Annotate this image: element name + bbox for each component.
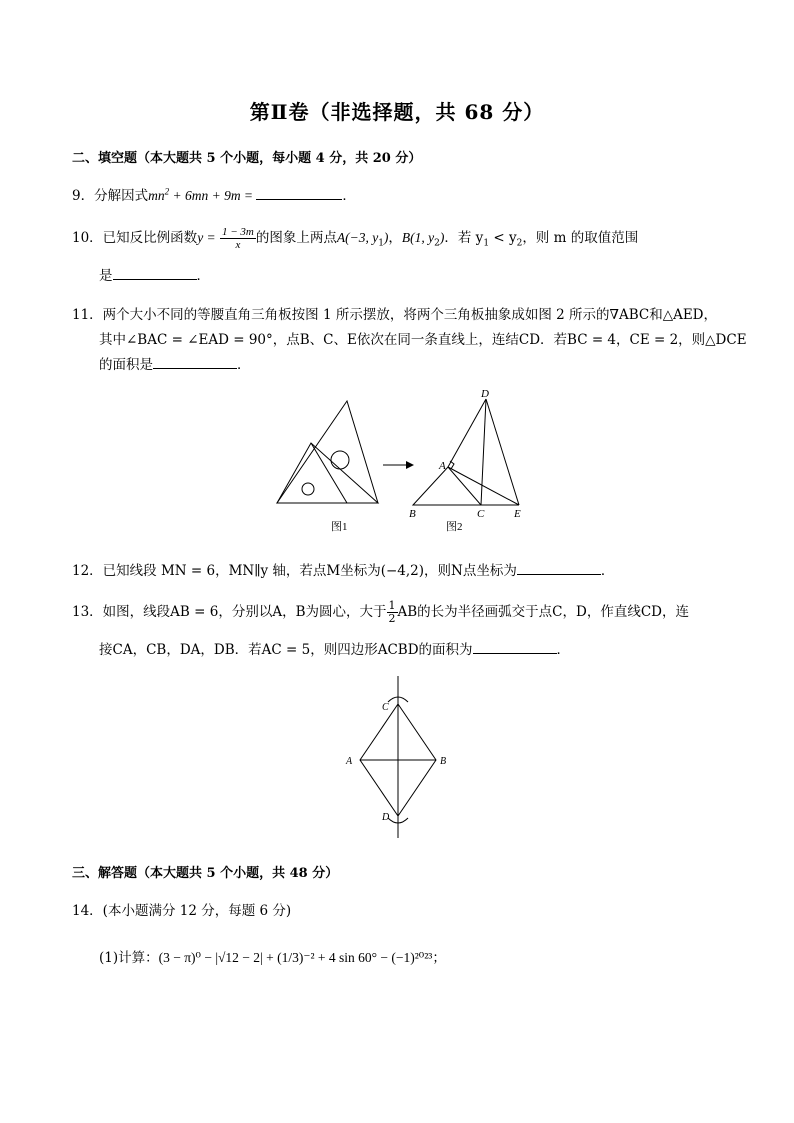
q10-end: ． — [196, 268, 210, 284]
question-13-line1 — [72, 600, 689, 625]
question-14-part1 — [99, 946, 446, 966]
q11-line3-text: 的面积是 — [99, 357, 153, 373]
answer-blank[interactable] — [153, 356, 237, 369]
q10-y-eq: y = — [197, 230, 216, 245]
fig1-large-circle — [331, 451, 349, 469]
q13-half-den: 2 — [388, 612, 396, 625]
fig2-label-c: C — [477, 508, 485, 520]
question-13-line2 — [99, 638, 570, 658]
fig1-inner-line — [311, 443, 347, 503]
q13-line1-b: AB的长为半径画弧交于点C，D，作直线CD，连 — [397, 604, 689, 620]
fig2-segment-ad — [448, 399, 486, 467]
q10-line2-text: 是 — [99, 268, 113, 284]
q9-expr-b: + 6mn + 9m = — [169, 188, 257, 203]
question-10-line2 — [99, 264, 210, 284]
question-11-line3 — [99, 353, 251, 373]
q9-end: ． — [342, 188, 356, 204]
answer-blank[interactable] — [517, 562, 601, 575]
fig2-segment-dc — [481, 399, 486, 505]
fig2-label-b: B — [409, 508, 416, 520]
answer-blank[interactable] — [473, 641, 557, 654]
q13-label-b: B — [440, 756, 447, 767]
q10-point-b-end: ) — [439, 230, 445, 245]
question-10: 10．已知反比例函数y = $\frac{1 - 3m}{x}$ 的图象上两点A(−3, $y_1$)，B(1, $y_2$)．若 $y_1 < y_2$，则 m 的取值范围 — [72, 226, 639, 251]
q12-end: ． — [600, 563, 615, 579]
q13-half-num: 1 — [388, 599, 396, 612]
question-9 — [72, 184, 356, 204]
fig2-segment-ae — [448, 467, 519, 505]
q13-line2-text: 接CA，CB，DA，DB．若AC = 5，则四边形ACBD的面积为 — [99, 642, 473, 658]
fig1-caption: 图1 — [331, 521, 348, 533]
section-heading-fill-in: 二、填空题（本大题共 5 个小题，每小题 4 分，共 20 分） — [72, 151, 422, 166]
fig2-label-d: D — [481, 388, 489, 400]
q10-comma: ， — [388, 230, 402, 246]
q13-figure — [340, 672, 460, 842]
q13-label-d: D — [382, 812, 390, 823]
q9-expr-a: mn — [148, 188, 165, 203]
q14-part1-prefix: (1)计算： — [99, 950, 159, 966]
q13-label-a: A — [346, 756, 353, 767]
fig1-small-circle — [302, 483, 314, 495]
question-12 — [72, 559, 614, 579]
question-11-line1: 11．两个大小不同的等腰直角三角板按图 1 所示摆放，将两个三角板抽象成如图 2 所示的∇ABC和△AED， — [72, 307, 718, 323]
q13-half-fraction — [387, 600, 398, 625]
q10-cond: ．若 y — [444, 230, 484, 246]
arrow-icon — [383, 461, 414, 469]
fig2-label-a: A — [439, 460, 446, 472]
question-14-header: 14．(本小题满分 12 分，每题 6 分) — [72, 903, 292, 919]
fig2-segment-de — [486, 399, 519, 505]
figure-2 — [413, 399, 519, 505]
q10-cond-mid: < y — [489, 230, 517, 246]
q10-point-a-end: ) — [383, 230, 389, 245]
q10-frac-num: 1 − 3m — [221, 226, 254, 238]
q10-prefix: 10．已知反比例函数 — [72, 230, 198, 246]
q13-line1-a: 13．如图，线段AB = 6，分别以A，B为圆心，大于 — [72, 604, 387, 620]
section-heading-solve: 三、解答题（本大题共 5 个小题，共 48 分） — [72, 866, 339, 881]
q10-frac-den: x — [235, 239, 241, 251]
q10-tail: ，则 m 的取值范围 — [522, 230, 639, 246]
q10-point-a: A(−3, y — [336, 230, 379, 245]
q9-exponent: 2 — [164, 186, 170, 197]
fig2-triangle-abc — [413, 467, 481, 505]
q12-text: 12．已知线段 MN = 6，MN∥y 轴，若点M坐标为(−4,2)，则N点坐标为 — [72, 563, 517, 579]
answer-blank[interactable] — [256, 187, 342, 200]
q9-prefix: 9．分解因式 — [72, 188, 149, 204]
q10-point-b: B(1, y — [401, 230, 435, 245]
q11-end: ． — [237, 357, 251, 373]
fig1-large-triangle — [277, 401, 378, 503]
question-11-line2: 其中∠BAC = ∠EAD = 90°，点B、C、E依次在同一条直线上，连结CD．若BC = 4，CE = 2，则△DCE — [99, 332, 747, 348]
q10-fraction — [220, 226, 256, 251]
fig2-caption: 图2 — [446, 521, 463, 533]
answer-blank[interactable] — [113, 267, 197, 280]
q13-label-c: C — [382, 702, 389, 713]
q14-part1-expression: (3 − π)⁰ − |√12 − 2| + (1/3)⁻² + 4 sin 60° − (−1)²⁰²³； — [158, 950, 446, 965]
fig2-label-e: E — [514, 508, 521, 520]
page-title: 第Ⅱ卷（非选择题，共 68 分） — [249, 100, 545, 124]
figure-1 — [277, 401, 378, 503]
q11-figures — [265, 385, 535, 540]
q10-mid: 的图象上两点 — [255, 230, 337, 246]
q13-end: ． — [556, 642, 571, 658]
